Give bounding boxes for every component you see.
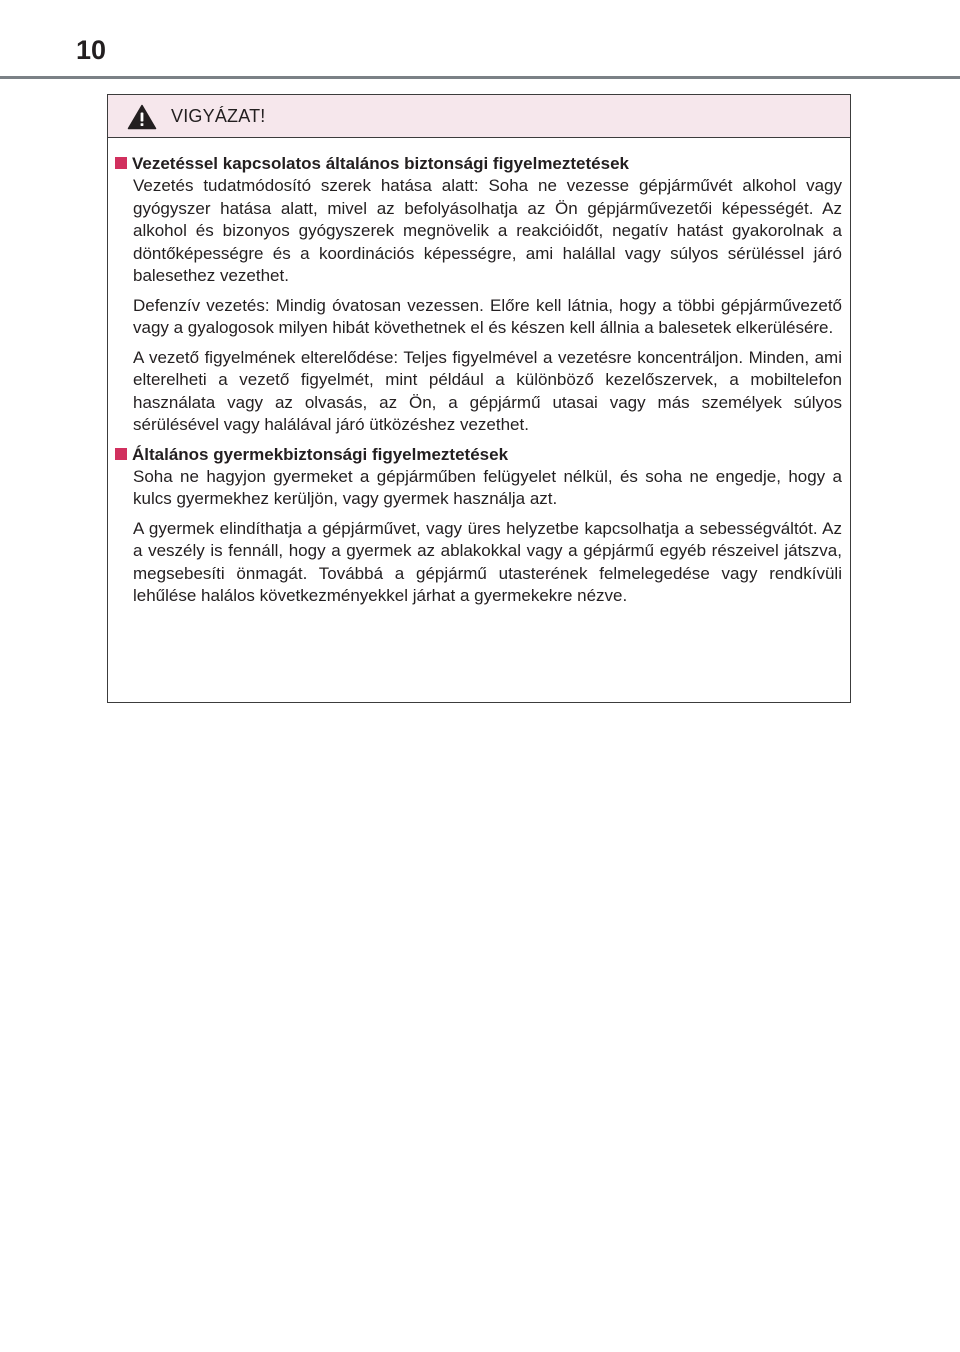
warning-box xyxy=(107,94,851,703)
paragraph: Defenzív vezetés: Mindig óvatosan vezessen. Előre kell látnia, hogy a többi gépjárművezető vagy a gyalogosok milyen hibát követhetnek el és készen kell állnia a balesetek elkerülésére. xyxy=(133,295,842,337)
section-child-safety xyxy=(115,444,842,608)
header-rule xyxy=(0,76,960,79)
paragraph: A gyermek elindíthatja a gépjárművet, vagy üres helyzetbe kapcsolhatja a sebességváltót. Az a veszély is fennáll, hogy a gyermek az ablakokkal vagy a gépjármű egyéb részeivel játszva, megsebesíti önmagát. Továbbá a gépjármű utasterének felmelegedése vagy rendkívüli lehűlése halálos következményekkel járhat a gyermekekre nézve. xyxy=(133,518,842,605)
warning-triangle-icon xyxy=(127,104,157,130)
square-bullet-icon xyxy=(115,157,127,169)
section-heading-text: Általános gyermekbiztonsági figyelmeztetések xyxy=(132,444,509,464)
paragraph: A vezető figyelmének elterelődése: Teljes figyelmével a vezetésre koncentráljon. Minden, ami elterelheti a vezető figyelmét, mint például a különböző kezelőszervek, a mobiltelefon használata vagy az olvasás, az Ön, a gépjármű utasai vagy más személyek súlyos sérülésével vagy halálával járó ütközéshez vezethet. xyxy=(133,347,842,434)
section-driving-safety xyxy=(115,153,842,437)
warning-header xyxy=(108,95,850,138)
section-heading-text: Vezetéssel kapcsolatos általános biztonsági figyelmeztetések xyxy=(132,154,629,173)
paragraph: Soha ne hagyjon gyermeket a gépjárműben felügyelet nélkül, és soha ne engedje, hogy a kulcs gyermekhez kerüljön, vagy gyermek használja azt. xyxy=(133,466,842,508)
square-bullet-icon xyxy=(115,448,127,460)
section-heading xyxy=(115,444,842,466)
section-heading xyxy=(115,153,842,175)
warning-title: VIGYÁZAT! xyxy=(171,106,266,126)
warning-body xyxy=(115,153,842,615)
paragraph: Vezetés tudatmódosító szerek hatása alatt: Soha ne vezesse gépjárművét alkohol vagy gyógyszer hatása alatt, mivel az befolyásolhatja az Ön gépjárművezetői képességét. Az alkohol és bizonyos gyógyszerek megnövelik a reakcióidőt, negatív hatást gyakorolnak a döntőképességre és a koordinációs képességre, ami halállal vagy súlyos sérüléssel járó balesethez vezethet. xyxy=(133,176,842,285)
page-number: 10 xyxy=(76,35,107,65)
